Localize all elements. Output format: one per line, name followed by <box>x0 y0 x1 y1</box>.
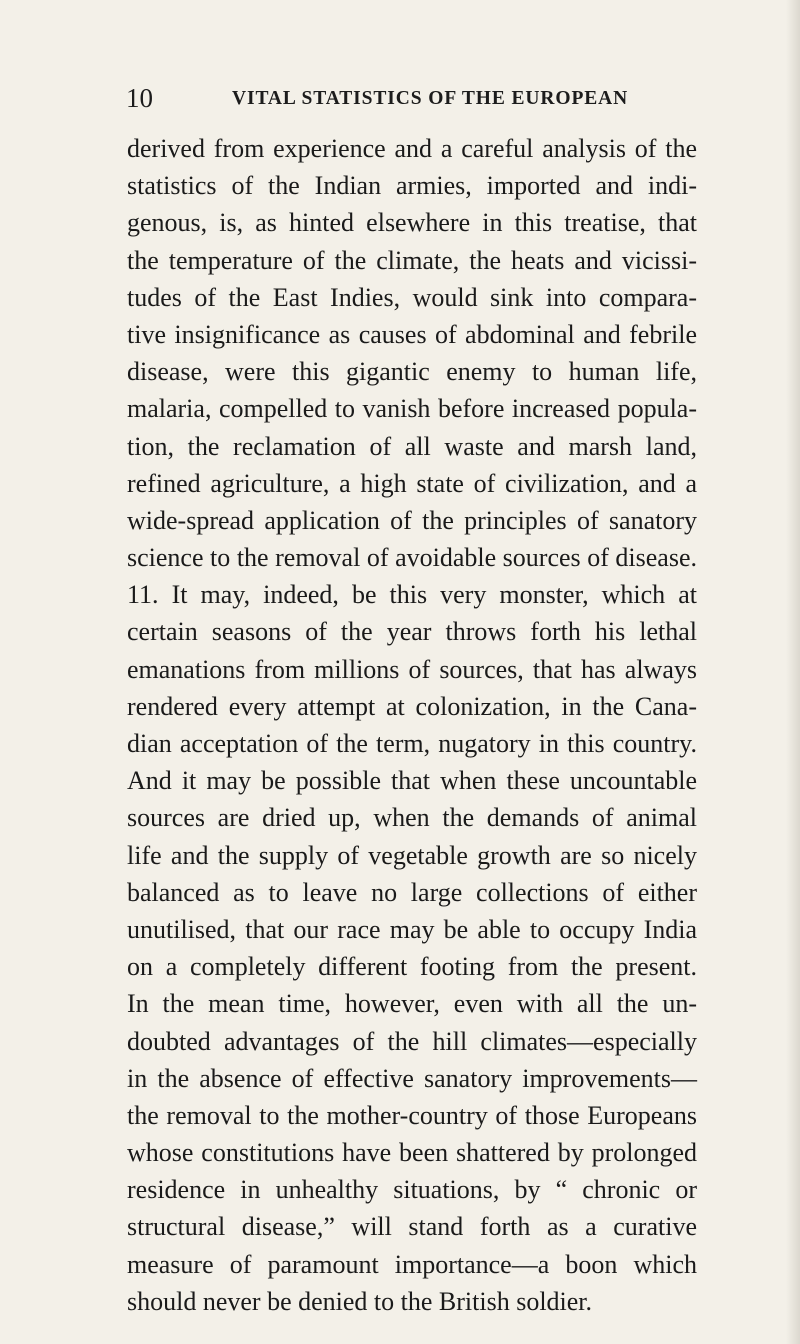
text-line: unutilised, that our race may be able to occupy India <box>127 914 697 944</box>
text-line: rendered every attempt at colonization, in the Cana- <box>127 691 697 721</box>
text-line: the temperature of the climate, the heats and vicissi- <box>127 245 697 275</box>
text-line: statistics of the Indian armies, imported and indi- <box>127 171 697 201</box>
text-line: science to the removal of avoidable sources of disease. <box>127 543 697 573</box>
text-line: disease, were this gigantic enemy to human life, <box>127 357 697 387</box>
running-header <box>0 82 800 114</box>
text-line: structural disease,” will stand forth as a curative <box>127 1212 697 1242</box>
text-line: measure of paramount importance—a boon which <box>127 1249 697 1279</box>
text-line: dian acceptation of the term, nugatory in this country. <box>127 729 697 758</box>
running-title: VITAL STATISTICS OF THE EUROPEAN <box>232 88 629 109</box>
body-text <box>127 130 697 1320</box>
text-line: residence in unhealthy situations, by “ chronic or <box>127 1175 697 1205</box>
text-line: life and the supply of vegetable growth are so nicely <box>127 840 697 870</box>
text-line: genous, is, as hinted elsewhere in this treatise, that <box>127 208 697 238</box>
paragraph-start-line: 11. It may, indeed, be this very monster, which at <box>127 580 697 610</box>
text-line: And it may be possible that when these uncountable <box>127 766 697 796</box>
text-line: emanations from millions of sources, that has always <box>127 654 697 684</box>
text-line: tive insignificance as causes of abdominal and febrile <box>127 319 697 349</box>
text-line: sources are dried up, when the demands of animal <box>127 803 697 833</box>
text-line: In the mean time, however, even with all the un- <box>127 989 697 1019</box>
text-line: balanced as to leave no large collections of either <box>127 877 697 907</box>
text-line: wide-spread application of the principles of sanatory <box>127 505 697 535</box>
text-line: the removal to the mother-country of those Europeans <box>127 1100 697 1130</box>
text-line: tudes of the East Indies, would sink into compara- <box>127 282 697 312</box>
text-line: in the absence of effective sanatory improvements— <box>127 1063 697 1093</box>
text-line: tion, the reclamation of all waste and marsh land, <box>127 431 697 461</box>
page-edge-shadow <box>786 0 800 1344</box>
text-line: should never be denied to the British soldier. <box>127 1286 593 1316</box>
text-line: doubted advantages of the hill climates—especially <box>127 1026 697 1056</box>
text-line: derived from experience and a careful analysis of the <box>127 134 697 163</box>
text-line: certain seasons of the year throws forth his lethal <box>127 617 697 647</box>
text-line: on a completely different footing from the present. <box>127 952 697 982</box>
text-line: malaria, compelled to vanish before increased popula- <box>127 394 697 424</box>
text-line: whose constitutions have been shattered by prolonged <box>127 1138 697 1168</box>
text-line: refined agriculture, a high state of civilization, and a <box>127 468 697 498</box>
page-number: 10 <box>126 83 153 113</box>
